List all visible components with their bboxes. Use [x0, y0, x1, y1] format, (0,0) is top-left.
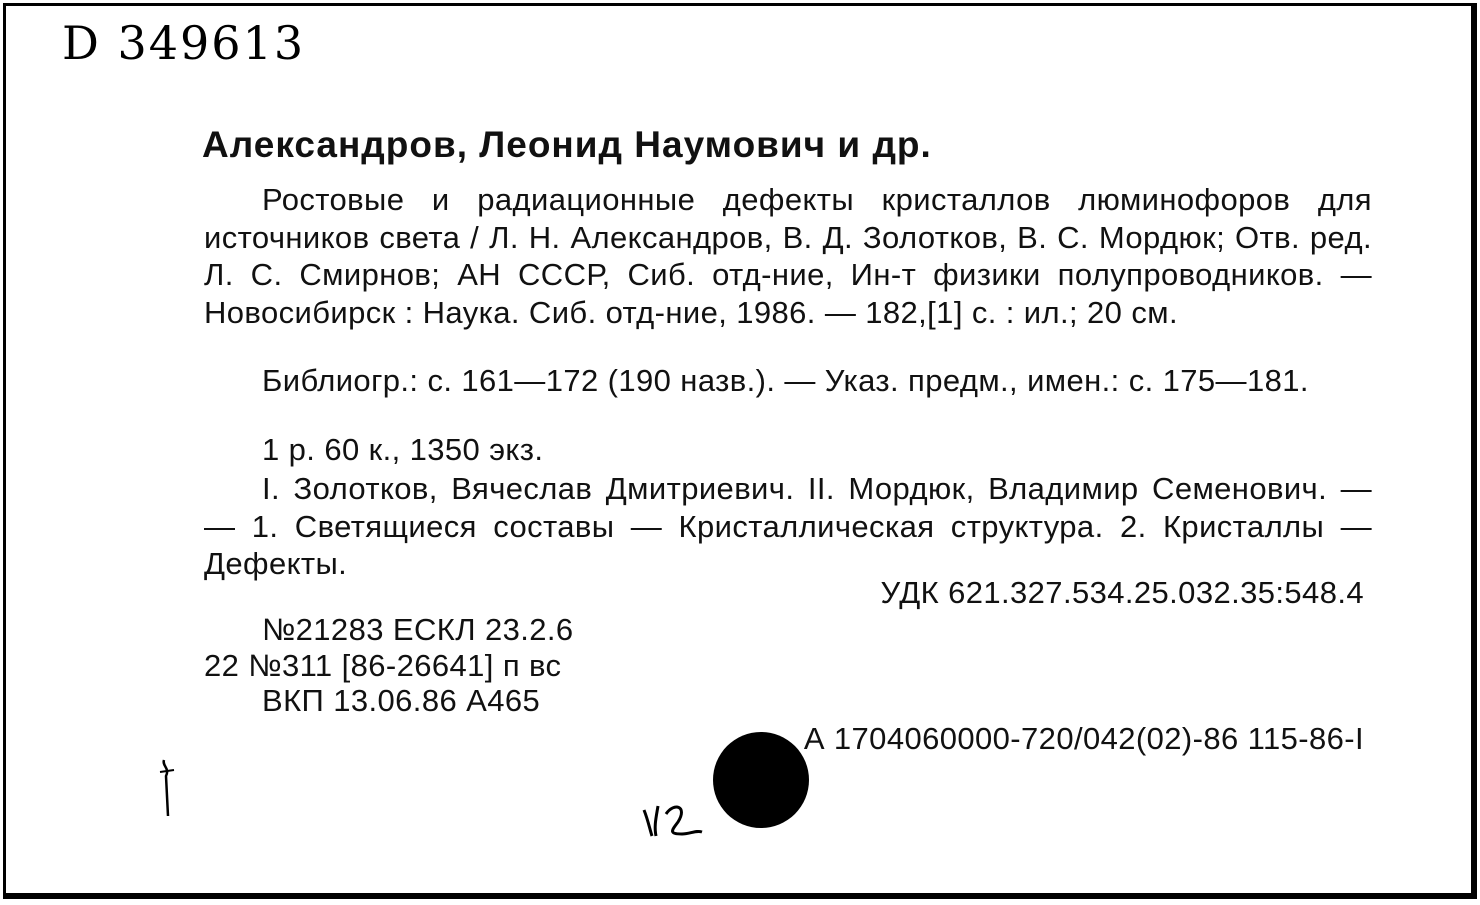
bibliography-text: Библиогр.: с. 161—172 (190 назв.). — Указ. предм., имен.: с. 175—181. [262, 363, 1309, 398]
accession-line-2: 22 №311 [86-26641] п вс [204, 648, 562, 683]
catalog-code: А 1704060000-720/042(02)-86 115-86-I [803, 721, 1364, 756]
udk-classification: УДК 621.327.534.25.032.35:548.4 [880, 575, 1364, 610]
bibliographic-description [204, 181, 1372, 331]
tracings-text: I. Золотков, Вячеслав Дмитриевич. II. Мордюк, Владимир Семенович. — — 1. Светящиеся составы — Кристаллическая структура. 2. Кристаллы — Дефекты. [204, 471, 1372, 581]
accession-line-1: №21283 ЕСКЛ 23.2.6 [262, 612, 574, 647]
bibliography-note [204, 362, 1372, 400]
call-number: D 349613 [62, 16, 306, 70]
handwritten-tick-mark [156, 758, 180, 818]
price-and-print-run: 1 р. 60 к., 1350 экз. [262, 432, 544, 467]
handwritten-mark-12 [638, 796, 708, 846]
card-border-right [1471, 6, 1477, 896]
description-text: Ростовые и радиационные дефекты кристаллов люминофоров для источников света / Л. Н. Александров, В. Д. Золотков, В. С. Мордюк; Отв. ред. Л. С. Смирнов; АН СССР, Сиб. отд-ние, Ин-т физики полупроводников. — Новосибирск : Наука. Сиб. отд-ние, 1986. — 182,[1] с. : ил.; 20 см. [204, 182, 1372, 330]
accession-line-3: ВКП 13.06.86 А465 [262, 683, 541, 718]
card-border-bottom [6, 893, 1474, 899]
tracings [204, 470, 1372, 583]
punch-hole [713, 732, 809, 828]
author-heading: Александров, Леонид Наумович и др. [202, 124, 932, 165]
catalog-card [3, 3, 1477, 899]
